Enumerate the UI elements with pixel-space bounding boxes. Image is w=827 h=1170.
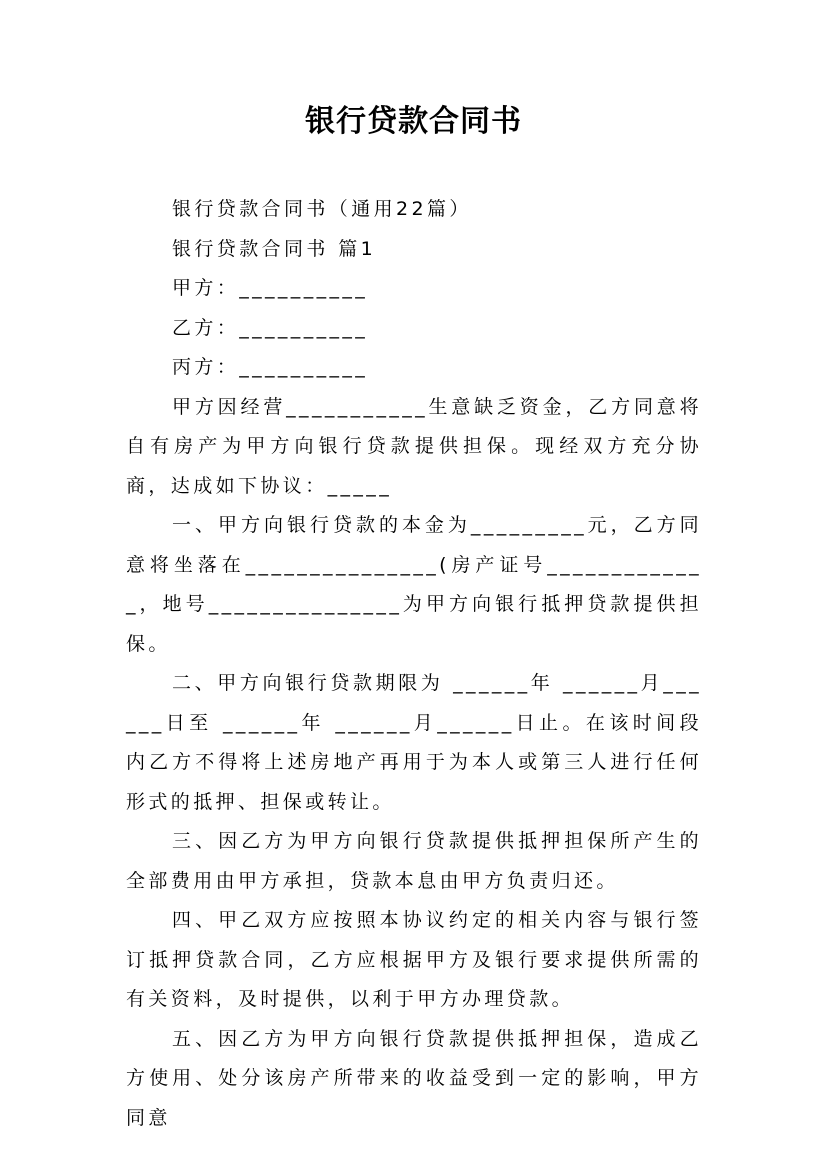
clause-3-paragraph: 三、因乙方为甲方向银行贷款提供抵押担保所产生的全部费用由甲方承担，贷款本息由甲方负责归还。 <box>126 830 702 892</box>
clause-2-paragraph: 二、甲方向银行贷款期限为 ______年 ______月______日至 ______年 ______月______日止。在该时间段内乙方不得将上述房地产再用于为本人或第三人进行任何形式的抵押、担保或转让。 <box>126 672 702 813</box>
document-title: 银行贷款合同书 <box>305 104 522 139</box>
preamble-paragraph: 甲方因经营___________生意缺乏资金，乙方同意将自有房产为甲方向银行贷款提供担保。现经双方充分协商，达成如下协议：_____ <box>126 395 702 497</box>
party-b-line: 乙方：__________ <box>172 316 369 339</box>
document-body <box>126 190 702 1138</box>
section-heading: 银行贷款合同书 篇1 <box>172 237 377 260</box>
party-c-line: 丙方：__________ <box>172 356 369 378</box>
party-a-line: 甲方：__________ <box>172 277 369 299</box>
clause-4-paragraph: 四、甲乙双方应按照本协议约定的相关内容与银行签订抵押贷款合同，乙方应根据甲方及银行要求提供所需的有关资料，及时提供，以利于甲方办理贷款。 <box>126 909 702 1010</box>
clause-1-paragraph: 一、甲方向银行贷款的本金为_________元，乙方同意将坐落在_______________(房产证号_____________，地号_______________为甲方向银行抵押贷款提供担保。 <box>126 514 702 655</box>
clause-5-paragraph: 五、因乙方为甲方向银行贷款提供抵押担保，造成乙方使用、处分该房产所带来的收益受到一定的影响，甲方同意 <box>126 1027 702 1129</box>
subtitle-paragraph: 银行贷款合同书（通用22篇） <box>172 198 472 220</box>
